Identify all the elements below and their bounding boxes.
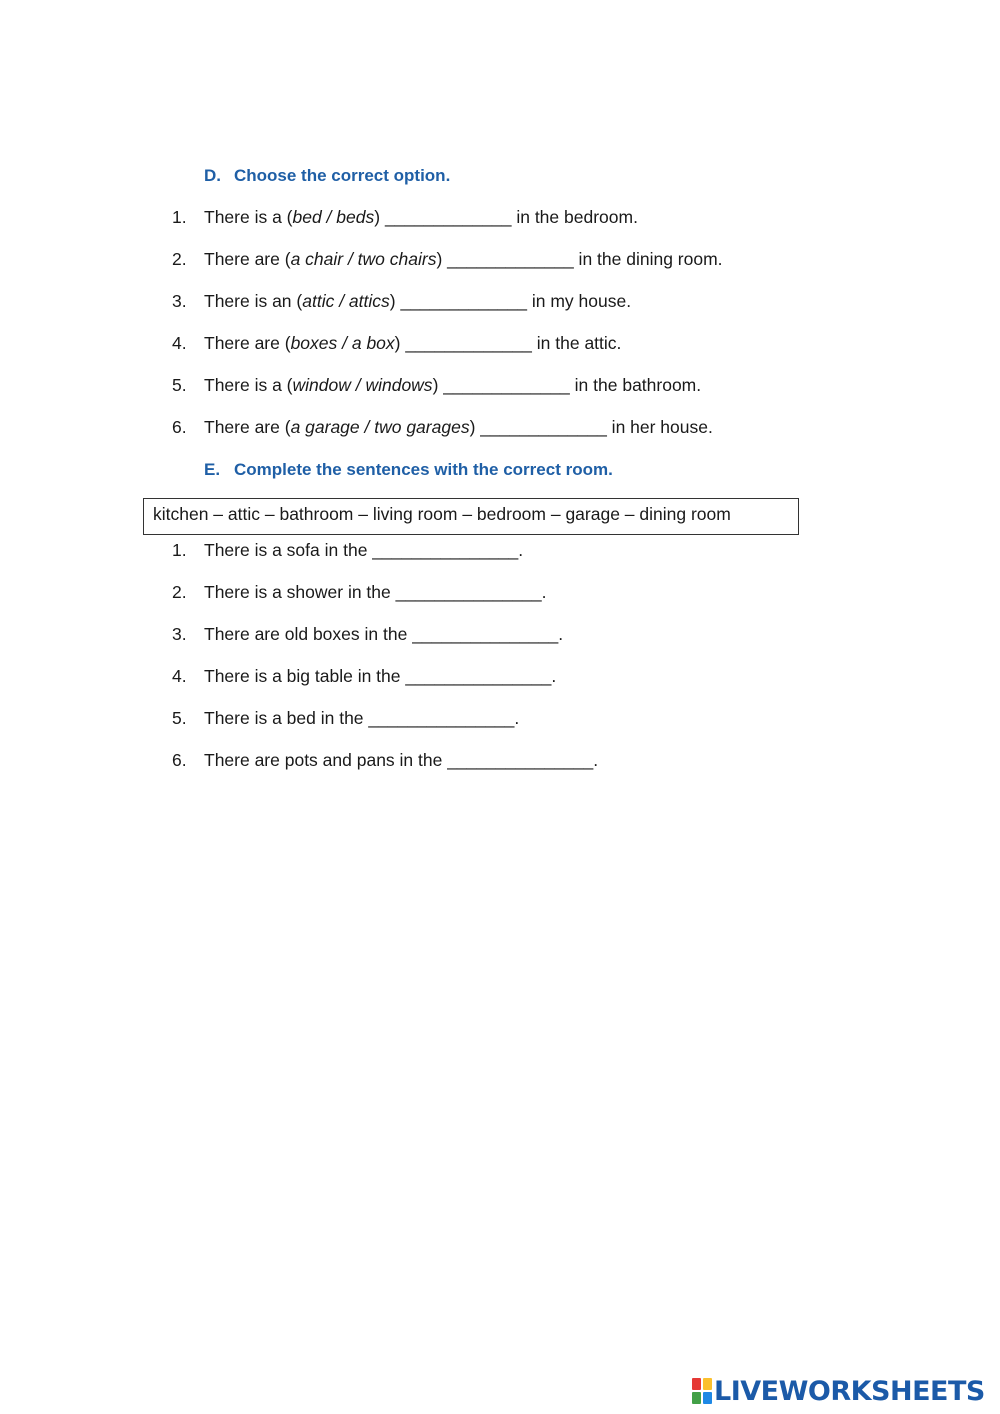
item-ending: in the bathroom. — [569, 375, 702, 395]
item-number: 6. — [172, 417, 187, 437]
item-number: 1. — [172, 207, 187, 227]
item-number: 5. — [172, 375, 187, 395]
item-close-paren: ) — [432, 375, 439, 395]
section-e-heading — [204, 459, 613, 481]
item-ending: in the dining room. — [573, 249, 723, 269]
item-close-paren: ) — [436, 249, 443, 269]
logo-tile — [692, 1378, 701, 1390]
answer-blank[interactable]: _____________ — [443, 375, 570, 395]
item-ending: . — [558, 624, 564, 644]
item-prefix: There are ( — [204, 417, 291, 437]
word-bank-box: kitchen – attic – bathroom – living room – bedroom – garage – dining room — [143, 498, 799, 535]
item-prefix: There is a bed in the — [204, 708, 369, 728]
item-prefix: There is a big table in the — [204, 666, 406, 686]
item-ending: . — [541, 582, 547, 602]
item-close-paren: ) — [394, 333, 401, 353]
answer-blank[interactable]: _____________ — [384, 207, 512, 227]
item-prefix: There are pots and pans in the — [204, 750, 448, 770]
answer-blank[interactable]: _______________ — [412, 624, 559, 644]
item-prefix: There is an ( — [204, 291, 303, 311]
item-number: 4. — [172, 333, 187, 353]
item-number: 6. — [172, 750, 187, 770]
answer-blank[interactable]: _____________ — [447, 249, 574, 269]
item-number: 3. — [172, 291, 187, 311]
section-e-letter: E. — [204, 460, 221, 479]
section-d-title: Choose the correct option. — [234, 166, 451, 185]
item-ending: in her house. — [606, 417, 713, 437]
item-options: boxes / a box — [290, 333, 395, 353]
item-options: attic / attics — [302, 291, 390, 311]
item-close-paren: ) — [374, 207, 381, 227]
answer-blank[interactable]: _____________ — [400, 291, 527, 311]
item-ending: . — [514, 708, 520, 728]
item-prefix: There are ( — [204, 333, 291, 353]
item-ending: . — [518, 540, 524, 560]
item-prefix: There are ( — [204, 249, 291, 269]
item-prefix: There is a sofa in the — [204, 540, 373, 560]
item-close-paren: ) — [469, 417, 476, 437]
item-prefix: There are old boxes in the — [204, 624, 413, 644]
logo-tiles-icon — [692, 1378, 712, 1404]
item-ending: in the attic. — [531, 333, 622, 353]
item-number: 3. — [172, 624, 187, 644]
item-number: 4. — [172, 666, 187, 686]
item-prefix: There is a ( — [204, 375, 293, 395]
answer-blank[interactable]: _______________ — [368, 708, 515, 728]
answer-blank[interactable]: _______________ — [405, 666, 552, 686]
item-close-paren: ) — [389, 291, 396, 311]
item-number: 1. — [172, 540, 187, 560]
item-prefix: There is a ( — [204, 207, 293, 227]
item-number: 2. — [172, 582, 187, 602]
item-options: a garage / two garages — [290, 417, 470, 437]
item-ending: in my house. — [527, 291, 632, 311]
answer-blank[interactable]: _______________ — [372, 540, 519, 560]
answer-blank[interactable]: _______________ — [447, 750, 594, 770]
item-options: a chair / two chairs — [290, 249, 437, 269]
liveworksheets-logo — [692, 1374, 985, 1408]
section-e-title: Complete the sentences with the correct room. — [234, 460, 613, 479]
item-ending: in the bedroom. — [511, 207, 638, 227]
section-d-heading — [204, 165, 450, 187]
logo-tile — [703, 1378, 712, 1390]
answer-blank[interactable]: _______________ — [395, 582, 542, 602]
answer-blank[interactable]: _____________ — [405, 333, 532, 353]
item-options: window / windows — [292, 375, 433, 395]
item-number: 5. — [172, 708, 187, 728]
logo-text: LIVEWORKSHEETS — [714, 1375, 985, 1407]
logo-tile — [692, 1392, 701, 1404]
item-number: 2. — [172, 249, 187, 269]
item-ending: . — [551, 666, 557, 686]
answer-blank[interactable]: _____________ — [480, 417, 607, 437]
section-d-letter: D. — [204, 166, 221, 185]
logo-tile — [703, 1392, 712, 1404]
item-options: bed / beds — [292, 207, 375, 227]
item-ending: . — [593, 750, 599, 770]
item-prefix: There is a shower in the — [204, 582, 396, 602]
